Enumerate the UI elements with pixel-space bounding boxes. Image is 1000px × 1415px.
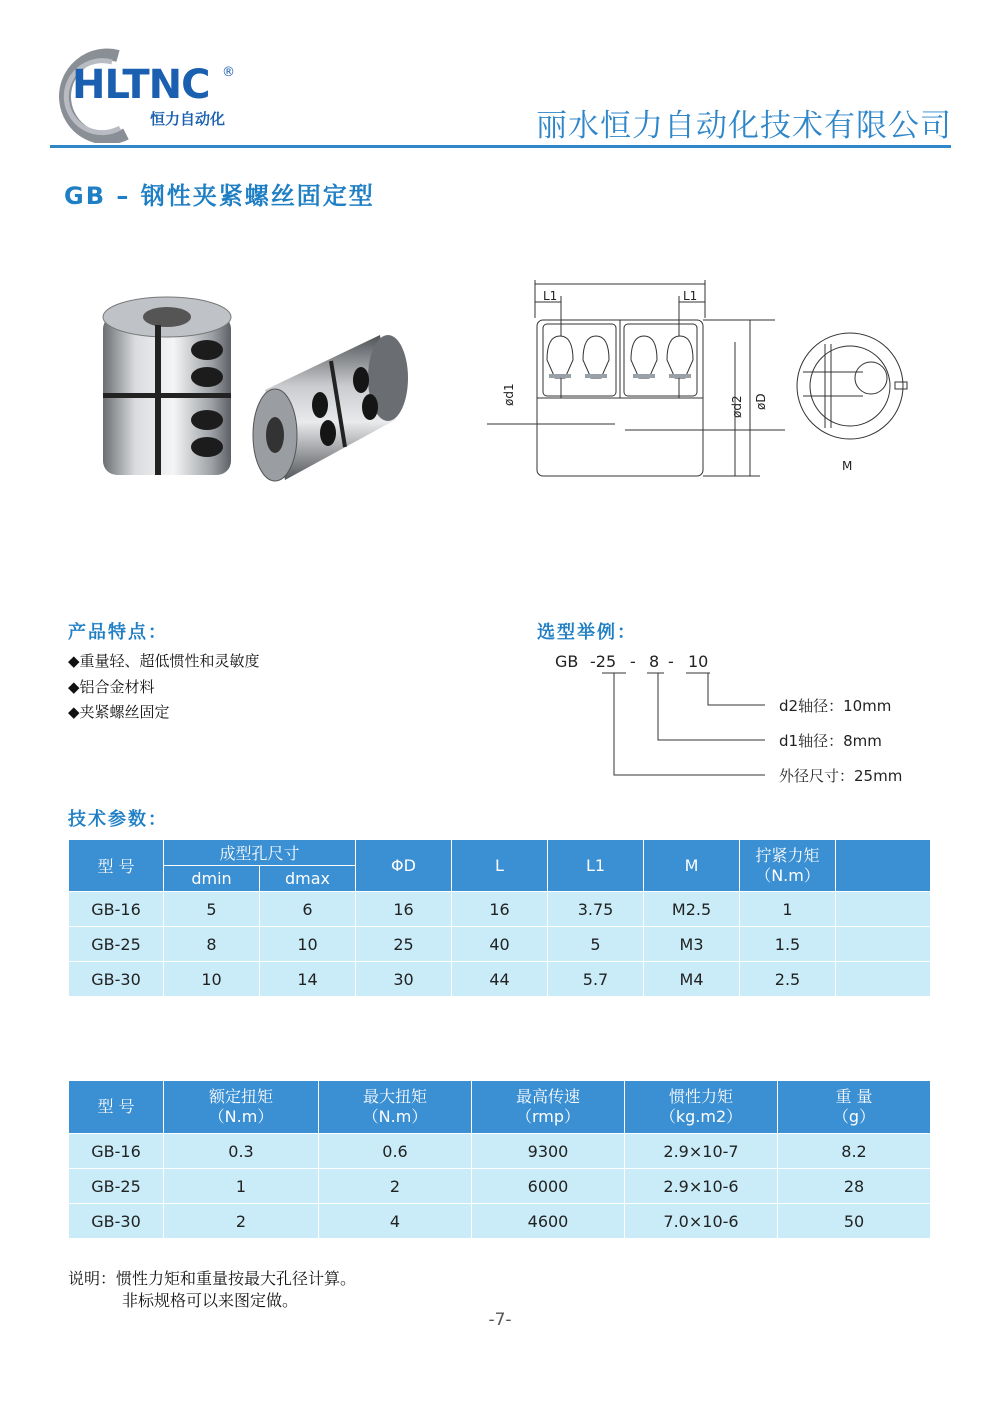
header-line: （kg.m2） — [659, 1107, 743, 1126]
table-cell: 6 — [260, 892, 356, 927]
header-cell — [778, 1081, 931, 1134]
header-blank — [836, 840, 931, 892]
header-cell — [69, 1081, 164, 1134]
table-cell: 40 — [452, 927, 548, 962]
table-cell: GB-30 — [69, 1204, 164, 1239]
logo-subtitle: 恒力自动化 — [150, 110, 226, 128]
header-D: ΦD — [356, 840, 452, 892]
table-cell: 14 — [260, 962, 356, 997]
table-cell-blank — [836, 892, 931, 927]
table-cell: 2.9×10-7 — [625, 1134, 778, 1169]
table-cell: M2.5 — [644, 892, 740, 927]
table-cell: 2.9×10-6 — [625, 1169, 778, 1204]
coupling-vertical — [103, 297, 231, 475]
table-cell: 1 — [740, 892, 836, 927]
coupling-horizontal — [253, 335, 408, 481]
table-row — [69, 962, 931, 997]
company-name: 丽水恒力自动化技术有限公司 — [536, 108, 952, 144]
header-line: 额定扭矩 — [208, 1087, 273, 1106]
table-cell: 44 — [452, 962, 548, 997]
table-cell: GB-30 — [69, 962, 164, 997]
product-photo — [95, 295, 425, 495]
feature-item: ◆夹紧螺丝固定 — [68, 703, 170, 721]
table-cell: 16 — [356, 892, 452, 927]
code-prefix: GB — [555, 652, 579, 671]
table-cell: 10 — [164, 962, 260, 997]
table-cell: 4600 — [472, 1204, 625, 1239]
code-part: -25 — [590, 652, 617, 671]
table-cell: M3 — [644, 927, 740, 962]
table-cell: M4 — [644, 962, 740, 997]
table-cell-blank — [836, 962, 931, 997]
table-cell: 25 — [356, 927, 452, 962]
label-D: øD — [754, 393, 768, 410]
feature-item: ◆铝合金材料 — [68, 678, 155, 696]
header-bore: 成型孔尺寸 — [164, 840, 356, 866]
table-cell: 5 — [164, 892, 260, 927]
label-d2: ød2 — [730, 395, 744, 418]
code-part: - — [630, 652, 636, 671]
header-model: 型 号 — [69, 840, 164, 892]
table-cell: 1.5 — [740, 927, 836, 962]
logo-text: HLTNC — [72, 62, 210, 108]
table-cell: 8 — [164, 927, 260, 962]
table-cell: 10 — [260, 927, 356, 962]
table-cell: GB-25 — [69, 927, 164, 962]
feature-item: ◆重量轻、超低惯性和灵敏度 — [68, 652, 260, 670]
features-title: 产品特点： — [68, 622, 168, 643]
header-line: 惯性力矩 — [668, 1087, 733, 1106]
page-title: GB – 钢性夹紧螺丝固定型 — [64, 182, 375, 210]
header-cell — [472, 1081, 625, 1134]
table-row — [69, 892, 931, 927]
selection-title: 选型举例： — [537, 622, 637, 643]
table-cell: GB-16 — [69, 1134, 164, 1169]
code-part: 10 — [688, 652, 709, 671]
header-cell — [319, 1081, 472, 1134]
table-cell: 2 — [319, 1169, 472, 1204]
table-cell: 5.7 — [548, 962, 644, 997]
header-cell — [164, 1081, 319, 1134]
header-line: 最大扭矩 — [362, 1087, 427, 1106]
spec-table-2 — [68, 1080, 931, 1239]
code-part: - — [668, 652, 674, 671]
table-cell: GB-16 — [69, 892, 164, 927]
callout-d2: d2轴径：10mm — [779, 697, 892, 715]
callout-d1: d1轴径：8mm — [779, 732, 882, 750]
note-line-2: 非标规格可以来图定做。 — [122, 1291, 299, 1310]
header-torque-line2: （N.m） — [755, 865, 820, 885]
tech-title: 技术参数： — [68, 809, 168, 830]
header-line: 重 量 — [835, 1087, 873, 1106]
code-part: 8 — [649, 652, 660, 671]
header-line: （N.m） — [208, 1107, 274, 1126]
header-line: （g） — [832, 1107, 876, 1126]
table-row — [69, 1169, 931, 1204]
table-cell: 7.0×10-6 — [625, 1204, 778, 1239]
page-number: -7- — [488, 1310, 512, 1330]
table-cell: 6000 — [472, 1169, 625, 1204]
table-header-row — [69, 840, 931, 866]
table-cell: 4 — [319, 1204, 472, 1239]
header-M: M — [644, 840, 740, 892]
header-cell — [625, 1081, 778, 1134]
table-cell: 9300 — [472, 1134, 625, 1169]
header-dmax: dmax — [260, 866, 356, 892]
note-line-1: 说明：惯性力矩和重量按最大孔径计算。 — [68, 1269, 357, 1288]
table-cell: 8.2 — [778, 1134, 931, 1169]
label-l1-right: L1 — [683, 289, 698, 303]
table-row — [69, 1134, 931, 1169]
selection-diagram — [550, 645, 940, 790]
table-cell: 16 — [452, 892, 548, 927]
table-cell: 2.5 — [740, 962, 836, 997]
table-cell: 30 — [356, 962, 452, 997]
table-cell: 3.75 — [548, 892, 644, 927]
header-line: （rmp） — [515, 1107, 581, 1126]
table-row — [69, 927, 931, 962]
table-cell: 2 — [164, 1204, 319, 1239]
table-cell: 5 — [548, 927, 644, 962]
header-torque-line1: 拧紧力矩 — [755, 845, 820, 865]
callout-outer: 外径尺寸：25mm — [779, 767, 903, 785]
table-cell: 50 — [778, 1204, 931, 1239]
label-l1-left: L1 — [543, 289, 558, 303]
header-L: L — [452, 840, 548, 892]
registered-mark: ® — [222, 65, 235, 80]
header-divider — [50, 145, 951, 148]
table-cell: 28 — [778, 1169, 931, 1204]
header-L1: L1 — [548, 840, 644, 892]
table-cell: 1 — [164, 1169, 319, 1204]
table-cell-blank — [836, 927, 931, 962]
header-dmin: dmin — [164, 866, 260, 892]
label-M: M — [842, 459, 853, 473]
label-d1: ød1 — [502, 383, 516, 406]
table-row — [69, 1204, 931, 1239]
table-cell: GB-25 — [69, 1169, 164, 1204]
header-torque — [740, 840, 836, 892]
technical-drawing — [485, 278, 945, 488]
header-line: （N.m） — [362, 1107, 428, 1126]
table-header-row — [69, 1081, 931, 1134]
table-cell: 0.3 — [164, 1134, 319, 1169]
header-line: 最高传速 — [515, 1087, 580, 1106]
header-line: 型 号 — [97, 1097, 135, 1116]
table-cell: 0.6 — [319, 1134, 472, 1169]
spec-table-1 — [68, 839, 931, 997]
